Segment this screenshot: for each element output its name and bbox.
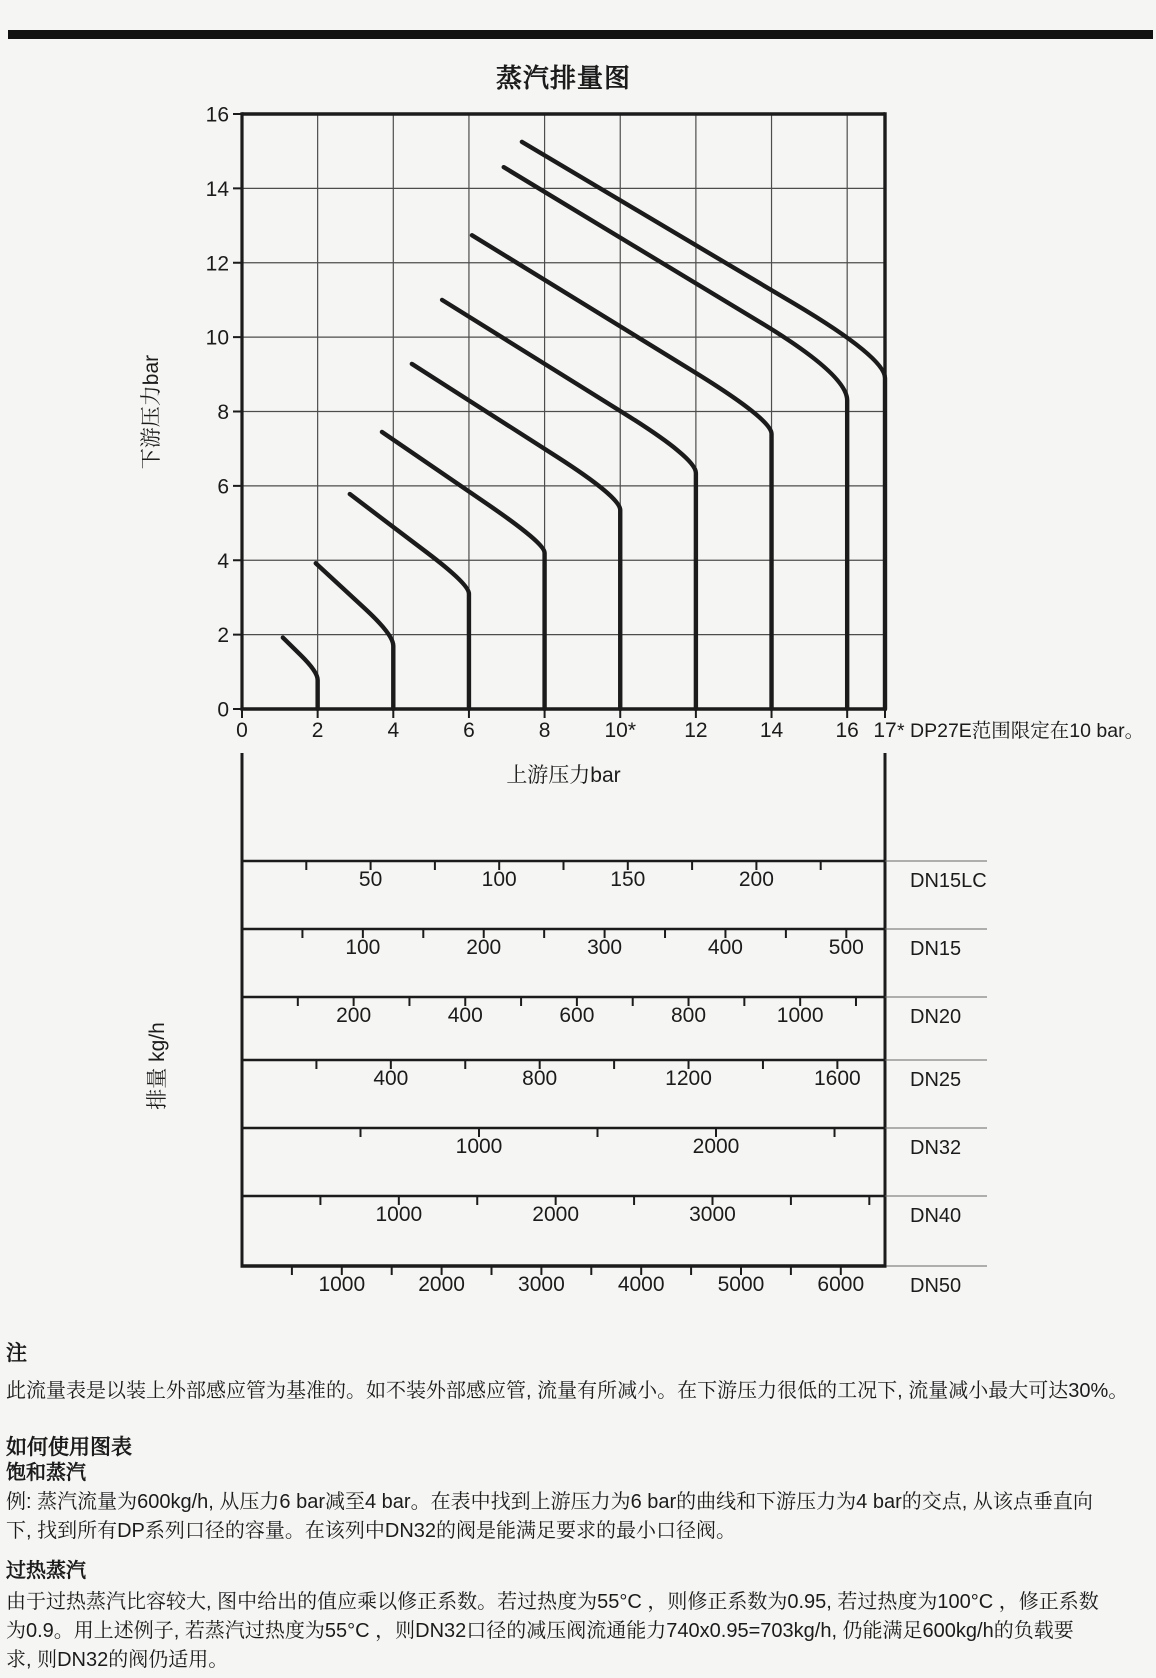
scale-value-label: 100 <box>481 868 517 891</box>
x-tick-label: 10* <box>604 719 637 742</box>
scale-value-label: 400 <box>373 1067 409 1090</box>
x-tick-label: 8 <box>538 719 551 742</box>
scale-value-label: 1000 <box>776 1004 824 1027</box>
scale-value-label: 200 <box>466 936 502 959</box>
saturated-text-line1: 例: 蒸汽流量为600kg/h, 从压力6 bar减至4 bar。在表中找到上游压力为6 bar的曲线和下游压力为4 bar的交点, 从该点垂直向 <box>6 1491 1093 1513</box>
note-heading: 注 <box>6 1342 27 1365</box>
scale-value-label: 2000 <box>532 1203 580 1226</box>
scale-value-label: 200 <box>738 868 774 891</box>
y-tick-label: 0 <box>217 698 229 722</box>
scale-value-label: 800 <box>671 1004 707 1027</box>
y-tick-label: 2 <box>217 624 229 648</box>
y-tick-label: 12 <box>205 252 229 276</box>
y-axis-title: 下游压力bar <box>140 354 163 470</box>
scale-value-label: 5000 <box>717 1273 765 1296</box>
capacity-curve-6bar <box>350 494 469 709</box>
capacity-curve-10bar <box>412 364 620 709</box>
dn-size-label-DN50: DN50 <box>910 1275 962 1297</box>
scale-value-label: 2000 <box>418 1273 465 1296</box>
scale-value-label: 50 <box>358 868 383 891</box>
note-text: 此流量表是以装上外部感应管为基准的。如不装外部感应管, 流量有所减小。在下游压力很低的工况下, 流量减小最大可达30%。 <box>6 1380 1129 1402</box>
capacity-curve-16bar <box>504 167 847 709</box>
capacity-curve-2bar <box>283 638 318 709</box>
scale-value-label: 800 <box>522 1067 558 1090</box>
superheated-text-line3: 求, 则DN32的阀仍适用。 <box>6 1649 229 1671</box>
x-tick-label: 17 <box>873 719 897 742</box>
scale-value-label: 1600 <box>814 1067 861 1090</box>
x-tick-label: 6 <box>463 719 475 742</box>
capacity-axis-title: 排量 kg/h <box>146 1022 169 1110</box>
x-tick-label: 14 <box>759 719 784 742</box>
scale-value-label: 1000 <box>318 1273 366 1296</box>
dn-size-label-DN15: DN15 <box>910 938 962 960</box>
scale-value-label: 6000 <box>817 1273 865 1296</box>
scale-value-label: 3000 <box>689 1203 736 1226</box>
capacity-curve-12bar <box>442 300 696 709</box>
scale-value-label: 400 <box>447 1004 483 1027</box>
saturated-text-line2: 下, 找到所有DP系列口径的容量。在该列中DN32的阀是能满足要求的最小口径阀。 <box>6 1520 737 1542</box>
scale-value-label: 1200 <box>665 1067 712 1090</box>
scale-value-label: 400 <box>707 936 743 959</box>
scale-value-label: 2000 <box>692 1135 740 1158</box>
scale-value-label: 600 <box>559 1004 595 1027</box>
x-tick-label: 2 <box>311 719 324 742</box>
saturated-heading: 饱和蒸汽 <box>6 1462 86 1484</box>
chart-title: 蒸汽排量图 <box>495 63 631 93</box>
scale-value-label: 1000 <box>455 1135 503 1158</box>
y-tick-label: 10 <box>205 326 229 350</box>
capacity-curve-17bar <box>522 142 885 709</box>
y-tick-label: 4 <box>217 549 229 573</box>
superheated-text-line2: 为0.9。用上述例子, 若蒸汽过热度为55°C ，则DN32口径的减压阀流通能力740x0.95=703kg/h, 仍能满足600kg/h的负载要 <box>6 1620 1074 1642</box>
scale-value-label: 4000 <box>617 1273 665 1296</box>
scale-value-label: 3000 <box>518 1273 565 1296</box>
y-tick-label: 14 <box>205 177 229 201</box>
dn-size-label-DN25: DN25 <box>910 1069 962 1091</box>
x-tick-label: 16 <box>835 719 859 742</box>
howto-heading: 如何使用图表 <box>6 1436 132 1459</box>
dn-size-label-DN40: DN40 <box>910 1205 962 1227</box>
x-tick-label: 4 <box>387 719 400 742</box>
scales-header-label: 上游压力bar <box>506 764 621 787</box>
chart-footnote: * DP27E范围限定在10 bar。 <box>897 720 1145 742</box>
superheated-heading: 过热蒸汽 <box>6 1560 86 1582</box>
dn-size-label-DN20: DN20 <box>910 1006 962 1028</box>
capacity-curve-8bar <box>382 432 545 709</box>
y-tick-label: 16 <box>205 103 229 127</box>
scale-value-label: 200 <box>336 1004 372 1027</box>
y-tick-label: 8 <box>217 401 229 424</box>
x-tick-label: 0 <box>236 719 248 742</box>
superheated-text-line1: 由于过热蒸汽比容较大, 图中给出的值应乘以修正系数。若过热度为55°C ，则修正系数为0.95, 若过热度为100°C ，修正系数 <box>6 1591 1099 1613</box>
scale-value-label: 1000 <box>375 1203 423 1226</box>
capacity-curve-4bar <box>316 563 394 709</box>
scale-value-label: 300 <box>587 936 623 959</box>
scale-value-label: 100 <box>345 936 381 959</box>
scale-value-label: 500 <box>828 936 864 959</box>
dn-size-label-DN32: DN32 <box>910 1137 962 1159</box>
dn-size-label-DN15LC: DN15LC <box>910 870 987 892</box>
x-tick-label: 12 <box>684 719 708 742</box>
y-tick-label: 6 <box>217 475 229 499</box>
scale-value-label: 150 <box>610 868 646 891</box>
